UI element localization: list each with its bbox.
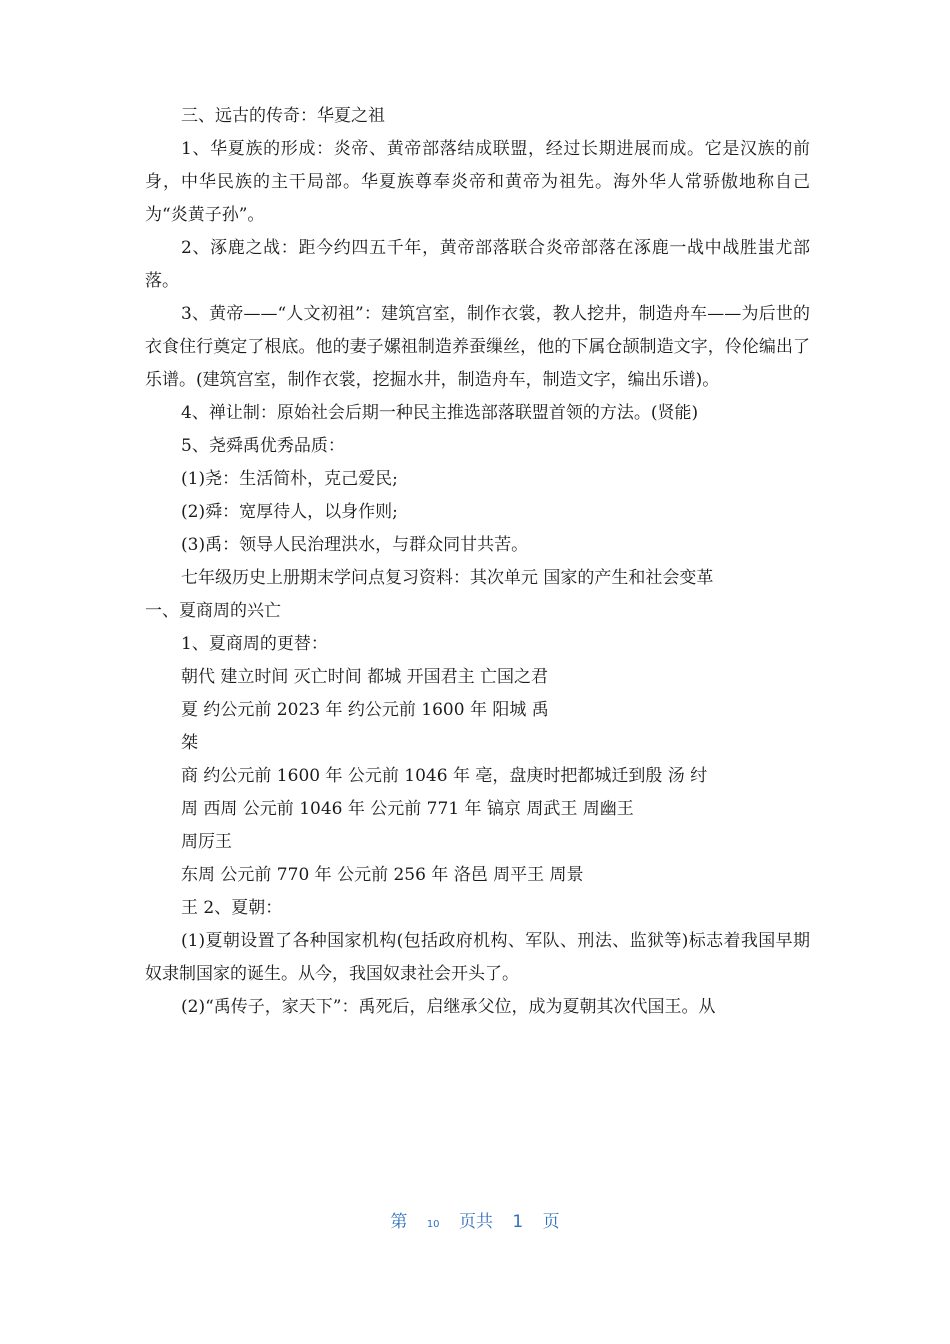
paragraph-xia-institutions: (1)夏朝设置了各种国家机构(包括政府机构、军队、刑法、监狱等)标志着我国早期奴隶制国家的诞生。从今，我国奴隶社会开头了。 — [145, 931, 810, 984]
dynasty-row-xizhou-cont: 周厉王 — [181, 832, 232, 852]
page-footer — [0, 1210, 950, 1237]
list-item-shun: (2)舜：宽厚待人，以身作则; — [181, 502, 398, 522]
paragraph-zhuolu-battle: 2、涿鹿之战：距今约四五千年，黄帝部落联合炎帝部落在涿鹿一战中战胜蚩尤部落。 — [145, 238, 810, 291]
dynasty-row-dongzhou: 东周 公元前 770 年 公元前 256 年 洛邑 周平王 周景 — [181, 865, 584, 885]
paragraph-huaxia-formation: 1、华夏族的形成：炎帝、黄帝部落结成联盟，经过长期进展而成。它是汉族的前身，中华民族的主干局部。华夏族尊奉炎帝和黄帝为祖先。海外华人常骄傲地称自己为“炎黄子孙”。 — [145, 139, 810, 225]
section-heading-xia-shang-zhou: 一、夏商周的兴亡 — [145, 601, 281, 621]
list-item-yao: (1)尧：生活简朴，克己爱民; — [181, 469, 398, 489]
footer-suffix: 页 — [542, 1212, 560, 1232]
footer-middle: 页共 — [458, 1212, 493, 1232]
dynasty-row-xizhou: 周 西周 公元前 1046 年 公元前 771 年 镐京 周武王 周幽王 — [181, 799, 634, 819]
dynasty-row-xia: 夏 约公元前 2023 年 约公元前 1600 年 阳城 禹 — [181, 700, 549, 720]
dynasty-table-header: 朝代 建立时间 灭亡时间 都城 开国君主 亡国之君 — [181, 667, 549, 687]
paragraph-yao-shun-yu: 5、尧舜禹优秀品质： — [181, 436, 345, 456]
dynasty-row-dongzhou-cont: 王 2、夏朝： — [181, 898, 283, 918]
paragraph-shanrang: 4、禅让制：原始社会后期一种民主推选部落联盟首领的方法。(贤能) — [181, 403, 699, 423]
footer-prefix: 第 — [390, 1212, 408, 1232]
section-heading-yuangu: 三、远古的传奇：华夏之祖 — [181, 106, 385, 126]
list-item-yu: (3)禹：领导人民治理洪水，与群众同甘共苦。 — [181, 535, 529, 555]
dynasty-row-xia-cont: 桀 — [181, 733, 198, 753]
dynasty-row-shang: 商 约公元前 1600 年 公元前 1046 年 亳，盘庚时把都城迁到殷 汤 纣 — [181, 766, 708, 786]
paragraph-huangdi: 3、黄帝——“人文初祖”：建筑宫室，制作衣裳，教人挖井，制造舟车——为后世的衣食住行奠定了根底。他的妻子嫘祖制造养蚕缫丝，他的下属仓颉制造文字，伶伦编出了乐谱。(建筑宫室，制作衣裳，挖掘水井，制造舟车，制造文字，编出乐谱)。 — [145, 304, 810, 390]
footer-total-pages: 1 — [512, 1212, 524, 1232]
paragraph-dynasty-change: 1、夏商周的更替： — [181, 634, 328, 654]
unit-title: 七年级历史上册期末学问点复习资料：其次单元 国家的产生和社会变革 — [181, 568, 714, 588]
footer-page-number: 10 — [426, 1219, 440, 1230]
paragraph-yu-chuan-zi: (2)“禹传子，家天下”：禹死后，启继承父位，成为夏朝其次代国王。从 — [181, 997, 716, 1017]
document-body — [145, 100, 810, 1024]
